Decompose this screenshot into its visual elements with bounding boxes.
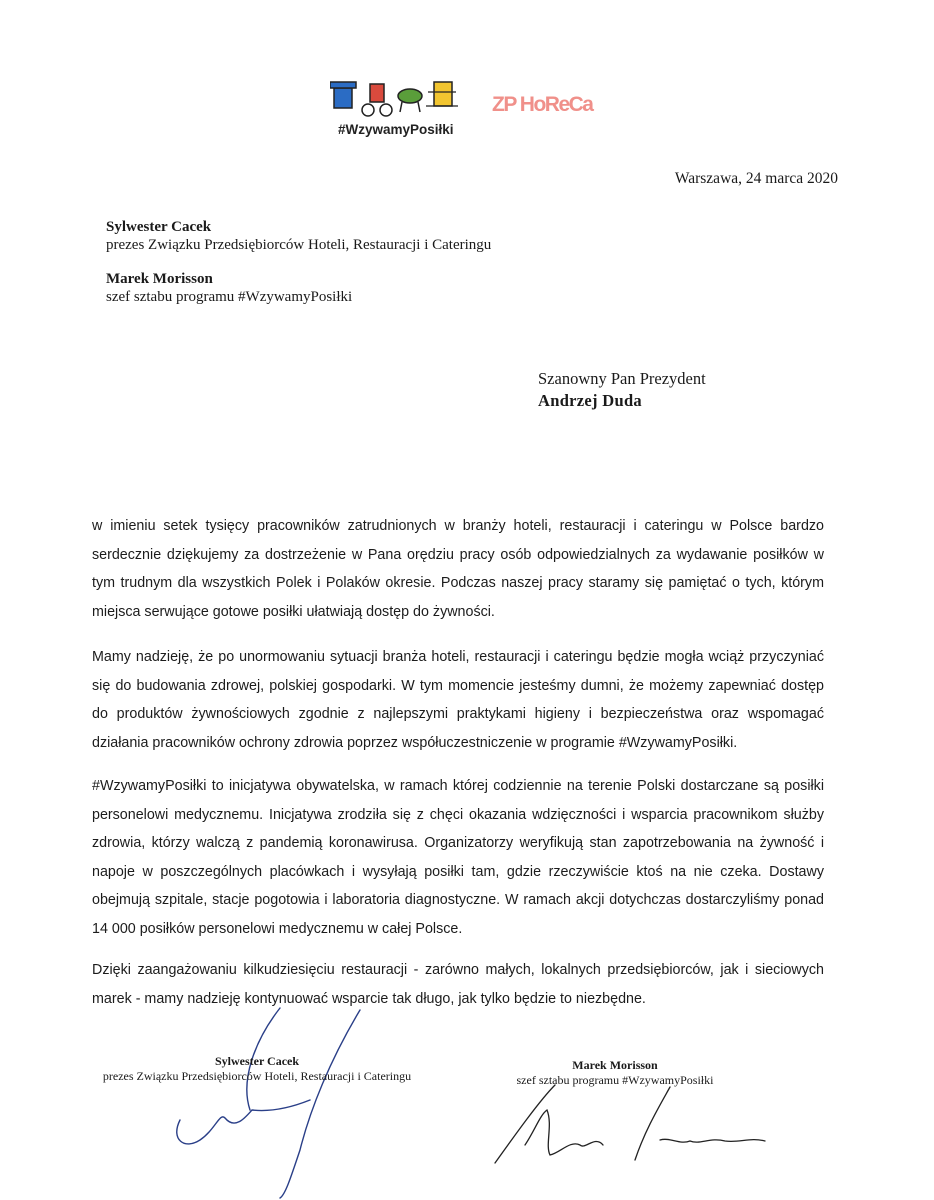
recipient-name: Andrzej Duda bbox=[538, 391, 642, 410]
wzywamyposilki-logo bbox=[330, 72, 460, 142]
body-paragraph: w imieniu setek tysięcy pracowników zatrudnionych w branży hoteli, restauracji i cateringu w Polsce bardzo serdecznie dziękujemy za dostrzeżenie w Pana orędziu pracy osób odpowiedzialnych za wydawanie posiłków w tym trudnym dla wszystkich Polek i Polaków okresie. Podczas naszej pracy staramy się pamiętać o tych, którym miejsca serwujące gotowe posiłki ułatwiają dostęp do żywności. bbox=[92, 518, 824, 620]
sender-role: prezes Związku Przedsiębiorców Hoteli, Restauracji i Cateringu bbox=[106, 237, 492, 253]
sender-name: Marek Morisson bbox=[106, 271, 213, 287]
signature-block bbox=[92, 1054, 422, 1084]
sender-name: Sylwester Cacek bbox=[106, 219, 212, 235]
body-paragraph: Dzięki zaangażowaniu kilkudziesięciu restauracji - zarówno małych, lokalnych przedsiębiorców, jak i sieciowych marek - mamy nadzieję kontynuować wsparcie tak długo, jak tylko będzie to niezbędne. bbox=[92, 962, 824, 1007]
sender-role: szef sztabu programu #WzywamyPosiłki bbox=[106, 289, 353, 305]
campaign-hashtag: #WzywamyPosiłki bbox=[338, 122, 454, 137]
body-paragraph: Mamy nadzieję, że po unormowaniu sytuacji branża hoteli, restauracji i cateringu będzie mogła wciąż przyczyniać się do budowania zdrowej, polskiej gospodarki. W tym momencie jesteśmy dumni, że możemy zapewniać dostęp do produktów żywnościowych zgodnie z najlepszymi praktykami higieny i bezpieczeństwa oraz wspomagać działania pracowników ochrony zdrowia poprzez współuczestniczenie w programie #WzywamyPosiłki. bbox=[92, 649, 824, 751]
handwritten-signature-cacek bbox=[160, 1000, 390, 1200]
date-line: Warszawa, 24 marca 2020 bbox=[674, 170, 838, 187]
recipient-salutation: Szanowny Pan Prezydent bbox=[538, 369, 706, 388]
zp-horeca-logo: ZP HoReCa bbox=[492, 93, 593, 116]
signatory-name: Marek Morisson bbox=[572, 1058, 658, 1072]
signatory-role: prezes Związku Przedsiębiorców Hoteli, Restauracji i Cateringu bbox=[102, 1069, 412, 1083]
sender-block bbox=[106, 218, 491, 254]
body-paragraph: #WzywamyPosiłki to inicjatywa obywatelska, w ramach której codziennie na terenie Polski dostarczane są posiłki personelowi medycznemu. Inicjatywa zrodziła się z chęci okazania wdzięczności i wsparcia pracownikom służby zdrowia, którzy walczą z pandemią koronawirusa. Organizatorzy weryfikują stan zapotrzebowania na żywność i napoje w poszczególnych placówkach i wysyłają posiłki tam, gdzie rzeczywiście ktoś na nie czeka. Dostawy obejmują szpitale, stacje pogotowia i laboratoria diagnostyczne. W ramach akcji dotychczas dostarczyliśmy ponad 14 000 posiłków personelowi medycznemu w całej Polsce. bbox=[92, 778, 824, 937]
sender-block bbox=[106, 270, 352, 306]
signature-block bbox=[500, 1058, 730, 1088]
recipient-block bbox=[538, 368, 706, 412]
handwritten-signature-morisson bbox=[485, 1075, 775, 1175]
signatory-role: szef sztabu programu #WzywamyPosiłki bbox=[516, 1073, 714, 1087]
food-delivery-icon bbox=[330, 72, 460, 122]
signatory-name: Sylwester Cacek bbox=[214, 1054, 300, 1068]
